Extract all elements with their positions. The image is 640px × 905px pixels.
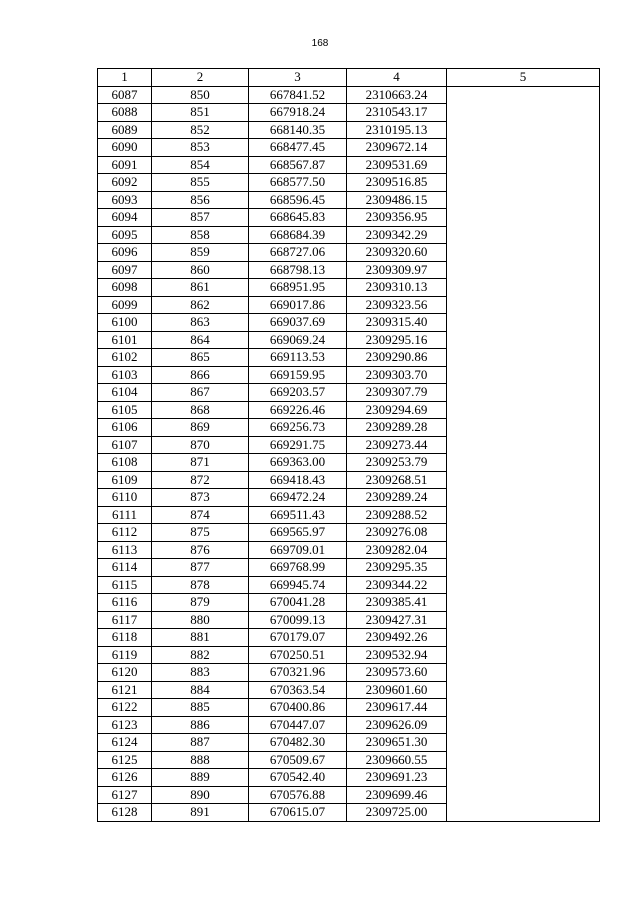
table-cell-col-2: 862	[152, 296, 249, 314]
table-cell-col-4: 2309295.16	[347, 331, 447, 349]
table-cell-col-3: 670400.86	[249, 699, 347, 717]
table-cell-col-3: 669709.01	[249, 541, 347, 559]
table-cell-col-4: 2309273.44	[347, 436, 447, 454]
table-cell-col-2: 868	[152, 401, 249, 419]
table-cell-col-3: 670099.13	[249, 611, 347, 629]
table-cell-col-3: 670615.07	[249, 804, 347, 822]
table-cell-col-3: 669418.43	[249, 471, 347, 489]
table-cell-col-4: 2309385.41	[347, 594, 447, 612]
table-cell-col-3: 668577.50	[249, 174, 347, 192]
table-cell-col-3: 667918.24	[249, 104, 347, 122]
table-cell-col-3: 670482.30	[249, 734, 347, 752]
table-cell-col-2: 852	[152, 121, 249, 139]
table-cell-col-2: 888	[152, 751, 249, 769]
table-cell-col-4: 2310195.13	[347, 121, 447, 139]
table-cell-col-1: 6103	[98, 366, 152, 384]
table-cell-col-1: 6096	[98, 244, 152, 262]
table-cell-col-3: 669291.75	[249, 436, 347, 454]
table-cell-col-3: 669037.69	[249, 314, 347, 332]
table-cell-col-1: 6092	[98, 174, 152, 192]
table-cell-col-5-merged	[447, 86, 600, 821]
table-cell-col-1: 6118	[98, 629, 152, 647]
table-cell-col-2: 889	[152, 769, 249, 787]
table-cell-col-3: 668477.45	[249, 139, 347, 157]
header-col-4: 4	[347, 69, 447, 87]
table-cell-col-1: 6112	[98, 524, 152, 542]
table-cell-col-1: 6123	[98, 716, 152, 734]
table-cell-col-2: 886	[152, 716, 249, 734]
table-cell-col-2: 877	[152, 559, 249, 577]
table-cell-col-4: 2309288.52	[347, 506, 447, 524]
table-cell-col-2: 890	[152, 786, 249, 804]
table-cell-col-3: 668951.95	[249, 279, 347, 297]
table-cell-col-4: 2309492.26	[347, 629, 447, 647]
table-cell-col-1: 6125	[98, 751, 152, 769]
table-cell-col-4: 2309290.86	[347, 349, 447, 367]
table-cell-col-4: 2309516.85	[347, 174, 447, 192]
table-cell-col-4: 2309725.00	[347, 804, 447, 822]
table-cell-col-1: 6090	[98, 139, 152, 157]
table-cell-col-2: 878	[152, 576, 249, 594]
table-cell-col-1: 6105	[98, 401, 152, 419]
table-cell-col-1: 6110	[98, 489, 152, 507]
table-cell-col-1: 6116	[98, 594, 152, 612]
table-cell-col-4: 2309651.30	[347, 734, 447, 752]
table-cell-col-4: 2309601.60	[347, 681, 447, 699]
table-cell-col-2: 875	[152, 524, 249, 542]
table-cell-col-4: 2310543.17	[347, 104, 447, 122]
table-cell-col-3: 669472.24	[249, 489, 347, 507]
table-cell-col-4: 2309691.23	[347, 769, 447, 787]
table-cell-col-3: 670509.67	[249, 751, 347, 769]
table-cell-col-4: 2309356.95	[347, 209, 447, 227]
table-cell-col-3: 669203.57	[249, 384, 347, 402]
table-cell-col-1: 6109	[98, 471, 152, 489]
table-body	[98, 86, 600, 821]
table-cell-col-1: 6115	[98, 576, 152, 594]
table-cell-col-3: 670363.54	[249, 681, 347, 699]
table-cell-col-2: 882	[152, 646, 249, 664]
header-row	[98, 69, 600, 87]
table-cell-col-3: 669768.99	[249, 559, 347, 577]
table-cell-col-1: 6128	[98, 804, 152, 822]
table-cell-col-2: 854	[152, 156, 249, 174]
table-cell-col-3: 668596.45	[249, 191, 347, 209]
table-cell-col-2: 876	[152, 541, 249, 559]
table-cell-col-2: 866	[152, 366, 249, 384]
table-cell-col-3: 669945.74	[249, 576, 347, 594]
table-cell-col-1: 6089	[98, 121, 152, 139]
table-cell-col-2: 857	[152, 209, 249, 227]
table-cell-col-2: 858	[152, 226, 249, 244]
table-cell-col-3: 669511.43	[249, 506, 347, 524]
table-cell-col-1: 6093	[98, 191, 152, 209]
table-cell-col-1: 6111	[98, 506, 152, 524]
header-col-5: 5	[447, 69, 600, 87]
table-cell-col-1: 6126	[98, 769, 152, 787]
table-cell-col-1: 6108	[98, 454, 152, 472]
table-cell-col-2: 869	[152, 419, 249, 437]
table-cell-col-2: 872	[152, 471, 249, 489]
table-cell-col-4: 2309699.46	[347, 786, 447, 804]
table-cell-col-2: 856	[152, 191, 249, 209]
table-cell-col-2: 860	[152, 261, 249, 279]
coordinates-table	[97, 68, 600, 822]
table-cell-col-1: 6117	[98, 611, 152, 629]
table-cell-col-4: 2309309.97	[347, 261, 447, 279]
table-cell-col-1: 6122	[98, 699, 152, 717]
table-cell-col-1: 6119	[98, 646, 152, 664]
table-cell-col-2: 861	[152, 279, 249, 297]
table-cell-col-2: 870	[152, 436, 249, 454]
table-cell-col-4: 2309323.56	[347, 296, 447, 314]
table-cell-col-4: 2309276.08	[347, 524, 447, 542]
table-cell-col-2: 855	[152, 174, 249, 192]
table-cell-col-1: 6099	[98, 296, 152, 314]
table-cell-col-2: 871	[152, 454, 249, 472]
table-cell-col-2: 873	[152, 489, 249, 507]
table-cell-col-2: 851	[152, 104, 249, 122]
table-cell-col-4: 2309295.35	[347, 559, 447, 577]
table-cell-col-1: 6095	[98, 226, 152, 244]
table-cell-col-3: 670542.40	[249, 769, 347, 787]
table-cell-col-4: 2309282.04	[347, 541, 447, 559]
table-cell-col-3: 669069.24	[249, 331, 347, 349]
table-cell-col-4: 2309320.60	[347, 244, 447, 262]
table-cell-col-2: 864	[152, 331, 249, 349]
table-cell-col-3: 669565.97	[249, 524, 347, 542]
table-cell-col-2: 859	[152, 244, 249, 262]
table-cell-col-4: 2309626.09	[347, 716, 447, 734]
table-cell-col-4: 2309427.31	[347, 611, 447, 629]
table-cell-col-2: 850	[152, 86, 249, 104]
table-cell-col-4: 2310663.24	[347, 86, 447, 104]
header-col-2: 2	[152, 69, 249, 87]
table-cell-col-3: 670447.07	[249, 716, 347, 734]
table-cell-col-1: 6088	[98, 104, 152, 122]
table-cell-col-2: 867	[152, 384, 249, 402]
table-cell-col-3: 669017.86	[249, 296, 347, 314]
table-cell-col-1: 6102	[98, 349, 152, 367]
table-cell-col-2: 881	[152, 629, 249, 647]
table-cell-col-1: 6124	[98, 734, 152, 752]
table-cell-col-4: 2309294.69	[347, 401, 447, 419]
table-cell-col-2: 865	[152, 349, 249, 367]
table-cell-col-1: 6104	[98, 384, 152, 402]
table-cell-col-3: 670041.28	[249, 594, 347, 612]
table-cell-col-3: 670179.07	[249, 629, 347, 647]
table-cell-col-3: 668727.06	[249, 244, 347, 262]
table-cell-col-4: 2309660.55	[347, 751, 447, 769]
table-cell-col-4: 2309342.29	[347, 226, 447, 244]
table-cell-col-1: 6120	[98, 664, 152, 682]
table-cell-col-4: 2309344.22	[347, 576, 447, 594]
table-header	[98, 69, 600, 87]
table-cell-col-2: 874	[152, 506, 249, 524]
table-cell-col-4: 2309289.28	[347, 419, 447, 437]
table-cell-col-3: 669363.00	[249, 454, 347, 472]
table-cell-col-1: 6127	[98, 786, 152, 804]
table-cell-col-4: 2309253.79	[347, 454, 447, 472]
table-cell-col-1: 6121	[98, 681, 152, 699]
table-cell-col-4: 2309310.13	[347, 279, 447, 297]
table-cell-col-2: 853	[152, 139, 249, 157]
table-cell-col-4: 2309307.79	[347, 384, 447, 402]
table-cell-col-4: 2309532.94	[347, 646, 447, 664]
table-cell-col-3: 668140.35	[249, 121, 347, 139]
table-cell-col-2: 863	[152, 314, 249, 332]
table-cell-col-1: 6091	[98, 156, 152, 174]
table-cell-col-2: 885	[152, 699, 249, 717]
table-cell-col-2: 879	[152, 594, 249, 612]
table-cell-col-3: 669256.73	[249, 419, 347, 437]
table-cell-col-2: 891	[152, 804, 249, 822]
table-cell-col-1: 6094	[98, 209, 152, 227]
table-cell-col-1: 6101	[98, 331, 152, 349]
table-cell-col-4: 2309289.24	[347, 489, 447, 507]
table-cell-col-4: 2309531.69	[347, 156, 447, 174]
table-cell-col-3: 669159.95	[249, 366, 347, 384]
table-cell-col-3: 668798.13	[249, 261, 347, 279]
table-cell-col-3: 670576.88	[249, 786, 347, 804]
table-cell-col-2: 884	[152, 681, 249, 699]
table-cell-col-4: 2309672.14	[347, 139, 447, 157]
table-cell-col-4: 2309303.70	[347, 366, 447, 384]
table-cell-col-1: 6114	[98, 559, 152, 577]
page-number: 168	[311, 38, 329, 49]
table-cell-col-4: 2309573.60	[347, 664, 447, 682]
table-cell-col-1: 6098	[98, 279, 152, 297]
table-cell-col-1: 6100	[98, 314, 152, 332]
table-cell-col-1: 6107	[98, 436, 152, 454]
table-cell-col-3: 670250.51	[249, 646, 347, 664]
header-col-3: 3	[249, 69, 347, 87]
table-cell-col-4: 2309486.15	[347, 191, 447, 209]
table-cell-col-2: 887	[152, 734, 249, 752]
table-cell-col-1: 6113	[98, 541, 152, 559]
table-cell-col-1: 6087	[98, 86, 152, 104]
table-cell-col-3: 669113.53	[249, 349, 347, 367]
table-cell-col-3: 668684.39	[249, 226, 347, 244]
table-cell-col-3: 670321.96	[249, 664, 347, 682]
table-cell-col-1: 6106	[98, 419, 152, 437]
table-cell-col-2: 883	[152, 664, 249, 682]
table-cell-col-4: 2309617.44	[347, 699, 447, 717]
table-cell-col-3: 668567.87	[249, 156, 347, 174]
table-cell-col-3: 668645.83	[249, 209, 347, 227]
table-row	[98, 86, 600, 104]
table-cell-col-3: 669226.46	[249, 401, 347, 419]
table-cell-col-1: 6097	[98, 261, 152, 279]
header-col-1: 1	[98, 69, 152, 87]
table-cell-col-4: 2309268.51	[347, 471, 447, 489]
table-cell-col-3: 667841.52	[249, 86, 347, 104]
table-cell-col-4: 2309315.40	[347, 314, 447, 332]
table-cell-col-2: 880	[152, 611, 249, 629]
